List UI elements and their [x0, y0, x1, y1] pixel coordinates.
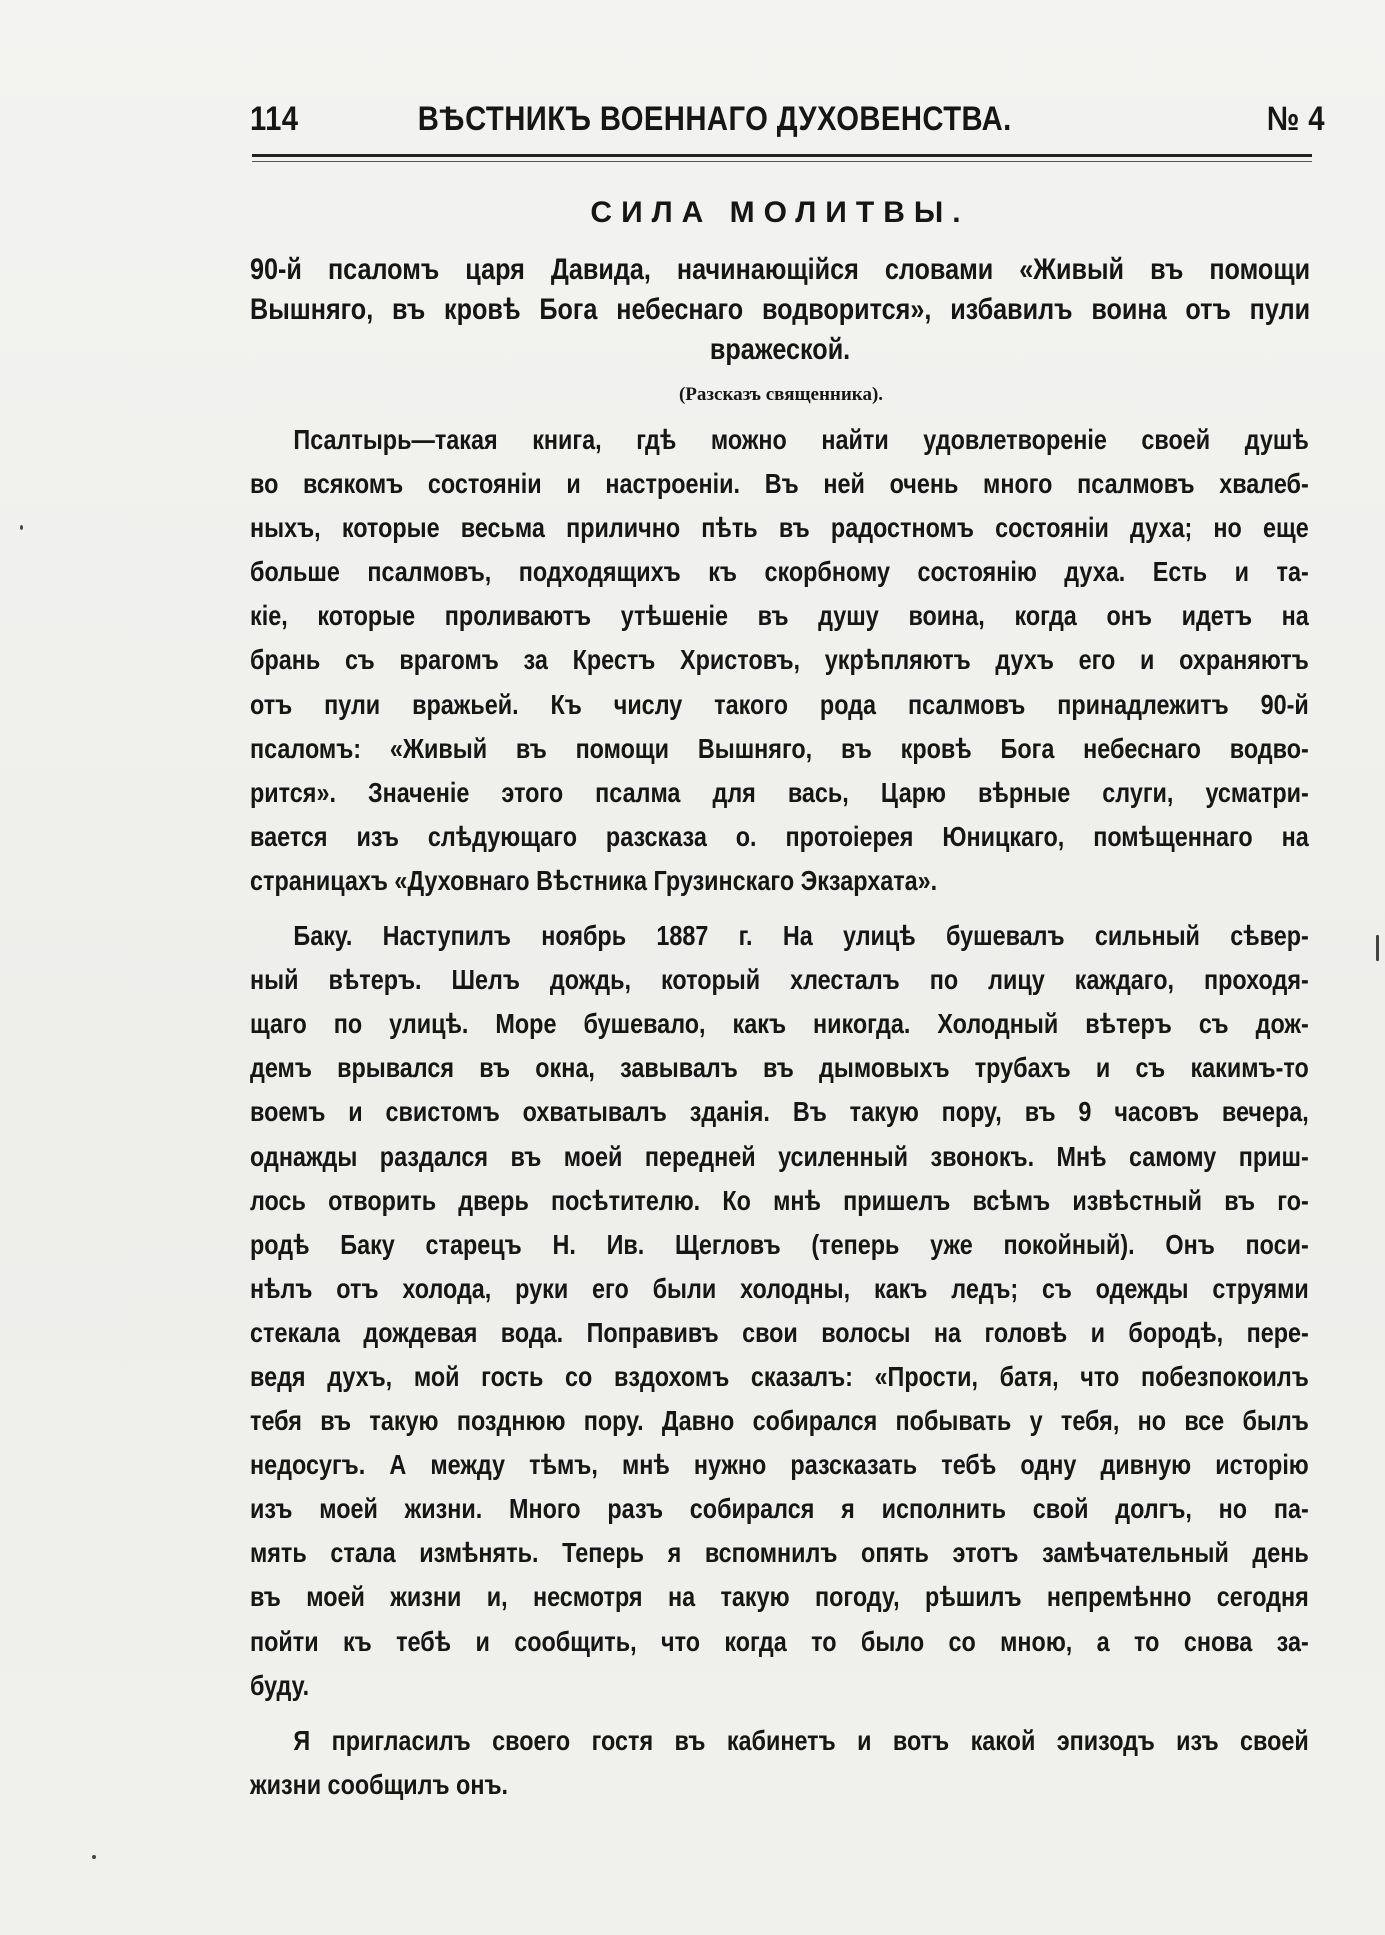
text-line: ныхъ, которые весьма прилично пѣть въ радостномъ состояніи духа; но еще: [250, 512, 1309, 544]
text-line: тебя въ такую позднюю пору. Давно собирался побывать у тебя, но все былъ: [250, 1405, 1309, 1437]
article-body: [250, 418, 1309, 1807]
header-rule: [252, 154, 1312, 157]
text-line: во всякомъ состояніи и настроеніи. Въ ней очень много псалмовъ хвалеб-: [250, 468, 1309, 500]
text-line: страницахъ «Духовнаго Вѣстника Грузинскаго Экзархата».: [250, 864, 938, 896]
text-line: лось отворить дверь посѣтителю. Ко мнѣ пришелъ всѣмъ извѣстный въ го-: [250, 1184, 1309, 1216]
text-line: жизни сообщилъ онъ.: [250, 1768, 509, 1800]
text-line: ведя духъ, мой гость со вздохомъ сказалъ: «Прости, батя, что побезпокоилъ: [250, 1360, 1309, 1392]
text-line: рится». Значеніе этого псалма для вась, Царю вѣрные слуги, усматри-: [250, 776, 1309, 808]
text-line: брань съ врагомъ за Крестъ Христовъ, укрѣпляютъ духъ его и охраняютъ: [250, 644, 1309, 676]
text-line: недосугъ. А между тѣмъ, мнѣ нужно разсказать тебѣ одну дивную исторію: [250, 1449, 1309, 1481]
subtitle-line: 90-й псаломъ царя Давида, начинающійся словами «Живый въ помощи: [250, 253, 1311, 286]
running-head: [250, 100, 1325, 150]
page-number: 114: [250, 100, 299, 138]
text-line: Псалтырь—такая книга, гдѣ можно найти удовлетвореніе своей душѣ: [293, 424, 1309, 455]
print-speck: [92, 1855, 96, 1859]
print-speck: [1376, 935, 1379, 961]
article-title: СИЛА МОЛИТВЫ.: [590, 196, 970, 229]
text-line: Баку. Наступилъ ноябрь 1887 г. На улицѣ бушевалъ сильный сѣвер-: [293, 920, 1309, 952]
text-line: вается изъ слѣдующаго разсказа о. протоіерея Юницкаго, помѣщеннаго на: [250, 820, 1309, 852]
text-line: демъ врывался въ окна, завывалъ въ дымовыхъ трубахъ и съ какимъ-то: [250, 1052, 1309, 1084]
text-line: буду.: [250, 1669, 310, 1701]
text-line: щаго по улицѣ. Море бушевало, какъ никогда. Холодный вѣтеръ съ дож-: [250, 1008, 1309, 1040]
text-line: кіе, которые проливаютъ утѣшеніе въ душу воина, когда онъ идетъ на: [250, 600, 1309, 632]
journal-title: ВѢСТНИКЪ ВОЕННАГО ДУХОВЕНСТВА.: [417, 100, 1012, 138]
text-line: больше псалмовъ, подходящихъ къ скорбному состоянію духа. Есть и та-: [250, 556, 1309, 588]
text-line: ный вѣтеръ. Шелъ дождь, который хлесталъ по лицу каждаго, проходя-: [250, 964, 1309, 996]
text-line: Я пригласилъ своего гостя въ кабинетъ и вотъ какой эпизодъ изъ своей: [293, 1724, 1309, 1756]
text-line: изъ моей жизни. Много разъ собирался я исполнить свой долгъ, но па-: [250, 1493, 1309, 1525]
text-line: родѣ Баку старецъ Н. Ив. Щегловъ (теперь уже покойный). Онъ поси-: [250, 1228, 1309, 1260]
text-line: стекала дождевая вода. Поправивъ свои волосы на головѣ и бородѣ, пере-: [250, 1316, 1309, 1348]
paragraph: [250, 418, 1309, 903]
subtitle-line: Вышняго, въ кровѣ Бога небеснаго водворится», избавилъ воина отъ пули: [250, 293, 1311, 326]
print-speck: [20, 525, 23, 530]
paragraph: [250, 1719, 1309, 1807]
text-line: отъ пули вражьей. Къ числу такого рода псалмовъ принадлежитъ 90-й: [250, 688, 1309, 720]
text-line: однажды раздался въ моей передней усиленный звонокъ. Мнѣ самому приш-: [250, 1140, 1309, 1172]
author-note: (Разсказъ священника).: [678, 384, 884, 405]
header-rule-thin: [252, 161, 1312, 162]
subtitle-line: вражеской.: [709, 333, 851, 366]
text-line: мять стала измѣнять. Теперь я вспомнилъ опять этотъ замѣчательный день: [250, 1537, 1309, 1569]
issue-number: № 4: [1266, 100, 1325, 138]
text-line: псаломъ: «Живый въ помощи Вышняго, въ кровѣ Бога небеснаго водво-: [250, 732, 1309, 764]
article-subtitle: [250, 250, 1310, 370]
text-line: нѣлъ отъ холода, руки его были холодны, какъ ледъ; съ одежды струями: [250, 1272, 1309, 1304]
text-line: въ моей жизни и, несмотря на такую погоду, рѣшилъ непремѣнно сегодня: [250, 1581, 1309, 1613]
paragraph: [250, 914, 1309, 1708]
text-line: воемъ и свистомъ охватывалъ зданія. Въ такую пору, въ 9 часовъ вечера,: [250, 1096, 1309, 1128]
text-line: пойти къ тебѣ и сообщить, что когда то было со мною, а то снова за-: [250, 1625, 1309, 1657]
